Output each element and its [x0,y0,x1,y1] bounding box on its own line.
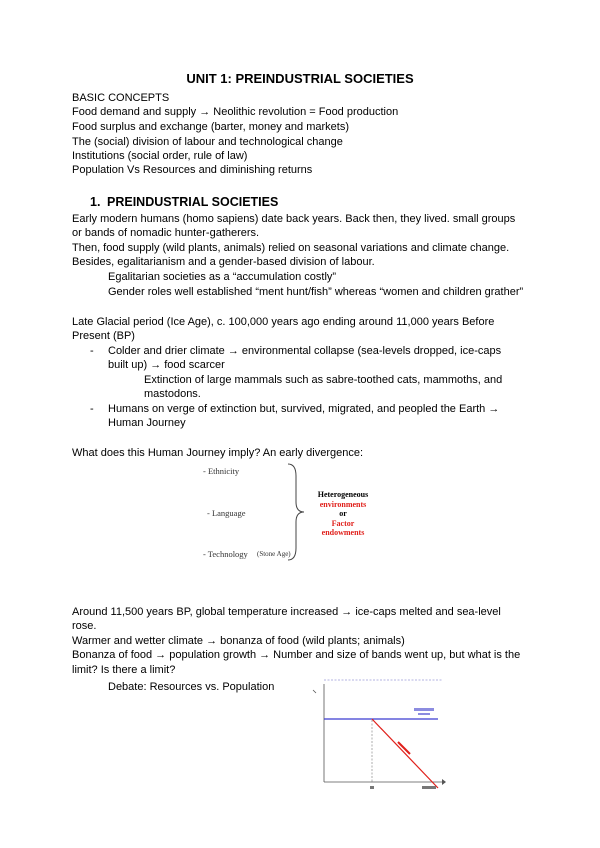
chart-x-tick-placeholder [370,786,374,789]
figure-right-line2: environments [319,499,367,509]
figure-right-label [313,490,373,538]
concept-item: Food surplus and exchange (barter, money and markets) [72,121,349,133]
sub-bullet-line: Extinction of large mammals such as sabre-toothed cats, mammoths, and [144,374,503,386]
debate-line: Debate: Resources vs. Population [108,681,275,693]
paragraph-line: Besides, egalitarianism and a gender-based division of labour. [72,256,375,268]
chart-flat-label-placeholder [414,708,434,711]
paragraph-line: or bands of nomadic hunter-gatherers. [72,227,260,239]
bullet-dash: - [90,403,94,415]
concept-item: Population Vs Resources and diminishing returns [72,164,313,176]
x-axis-arrow-icon [442,779,446,785]
figure-right-line1: Heterogeneous [317,490,369,499]
question-line: What does this Human Journey imply? An early divergence: [72,447,364,459]
figure-tech-note: (Stone Age) [257,550,291,558]
indented-line: Gender roles well established “ment hunt/fish” whereas “women and children grather” [108,286,524,298]
section-heading: PREINDUSTRIAL SOCIETIES [107,195,279,209]
paragraph-line: Then, food supply (wild plants, animals) relied on seasonal variations and climate change. [72,242,510,254]
bullet-line: Human Journey [108,417,186,429]
paragraph-line: limit? Is there a limit? [72,664,176,676]
chart-line-declining [372,719,438,788]
bullet-dash: - [90,345,94,357]
concept-item: The (social) division of labour and technological change [72,136,343,148]
paragraph-line: Around 11,500 years BP, global temperature increased → ice-caps melted and sea-level [72,606,501,618]
paragraph-line: Bonanza of food → population growth → Number and size of bands went up, but what is the [72,649,521,661]
bullet-line: built up) → food scarcer [108,359,225,371]
figure-right-line5: endowments [321,528,365,537]
basic-concepts-heading: BASIC CONCEPTS [72,92,170,104]
figure-item-ethnicity: - Ethnicity [203,466,240,476]
resources-population-chart [310,670,450,795]
page-title: UNIT 1: PREINDUSTRIAL SOCIETIES [186,71,414,86]
paragraph-line: Early modern humans (homo sapiens) date back years. Back then, they lived. small groups [72,213,516,225]
bullet-line: Humans on verge of extinction but, survived, migrated, and peopled the Earth → [108,403,500,415]
figure-item-language: - Language [207,508,246,518]
concept-item: Food demand and supply → Neolithic revolution = Food production [72,106,399,118]
chart-x-label-placeholder [422,786,436,789]
figure-right-line4: Factor [331,518,355,528]
sub-bullet-line: mastodons. [144,388,201,400]
indented-line: Egalitarian societies as a “accumulation costly” [108,271,337,283]
concept-item: Institutions (social order, rule of law) [72,150,248,162]
figure-item-technology: - Technology [203,549,248,559]
figure-brace [286,462,308,562]
bullet-line: Colder and drier climate → environmental collapse (sea-levels dropped, ice-caps [108,345,502,357]
paragraph-line: rose. [72,620,97,632]
y-axis-label-mark [313,690,316,693]
paragraph-line: Late Glacial period (Ice Age), c. 100,000 years ago ending around 11,000 years Before [72,316,495,328]
section-number: 1. [90,195,101,209]
paragraph-line: Warmer and wetter climate → bonanza of food (wild plants; animals) [72,635,405,647]
chart-flat-label-placeholder [418,713,430,715]
paragraph-line: Present (BP) [72,330,135,342]
figure-right-line3: or [339,509,347,518]
